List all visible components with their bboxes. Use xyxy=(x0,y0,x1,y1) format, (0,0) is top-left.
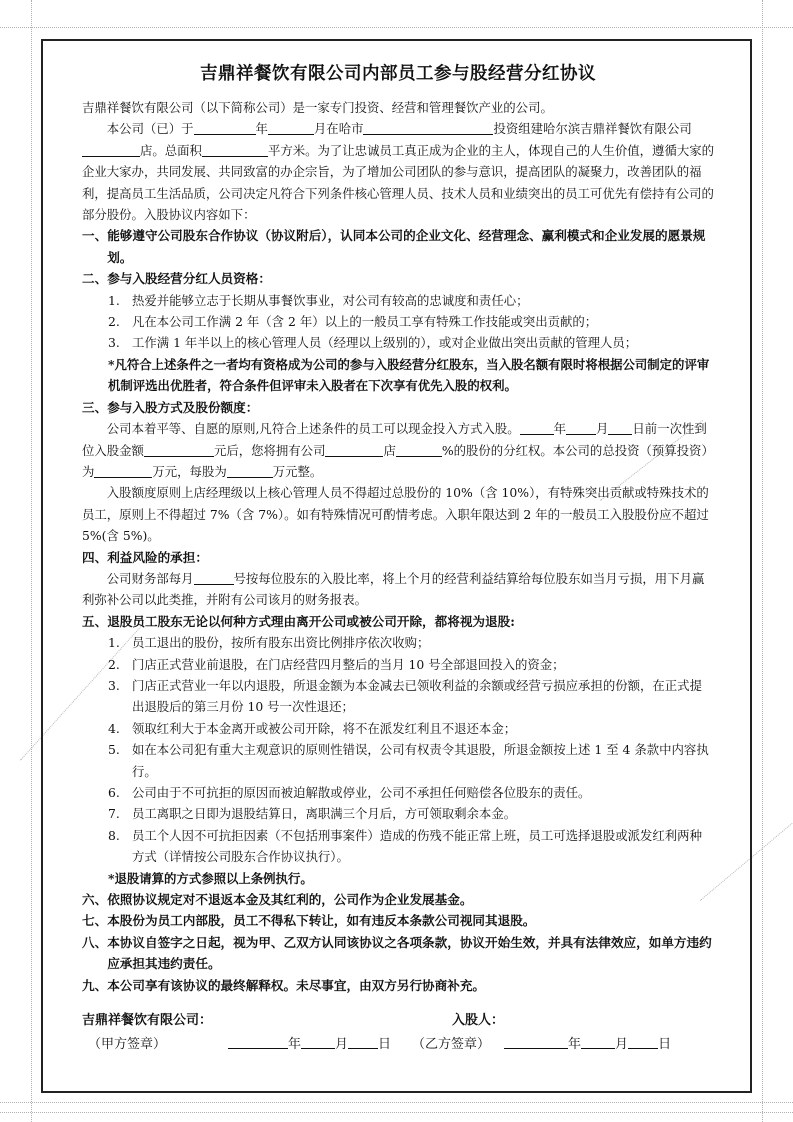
section-7: 七、本股份为员工内部股，员工不得私下转让，如有违反本条款公司视同其退股。 xyxy=(82,913,536,929)
list-item: 6. 公司由于不可抗拒的原因而被迫解散或停业，公司不承担任何赔偿各位股东的责任。 xyxy=(108,785,591,800)
dotted-guide xyxy=(762,0,763,1122)
blank-field[interactable] xyxy=(227,463,273,478)
list-item: 2. 门店正式营业前退股，在门店经营四月整后的当月 10 号全部退回投入的资金； xyxy=(108,656,565,672)
date-month-field[interactable] xyxy=(301,1034,335,1049)
para-establishment: 本公司（已）于 年 月在哈市 投资组建哈尔滨吉鼎祥餐饮有限公司店。总面积 平方米。为了让忠诚员工真正成为企业的主人，体现自己的人生价值，遵循大家的企业大家办，共同发展、共同致富的办企宗旨，为了增加公司团队的参与意识，提高团队的凝聚力，改善团队的福利，提高员工生活品质，公司决定凡符合下列条件核心管理人员、技术人员和业绩突出的员工可优先有偿持有公司的部分股份。入股协议内容如下： xyxy=(82,121,715,223)
blank-field[interactable] xyxy=(363,120,493,135)
month-label: 月 xyxy=(335,1037,349,1052)
blank-field[interactable] xyxy=(608,420,632,435)
signature-block xyxy=(82,1010,714,1056)
list-item: 1. 热爱并能够立志于长期从事餐饮事业，对公司有较高的忠诚度和责任心； xyxy=(108,292,529,308)
day-label: 日 xyxy=(378,1037,392,1052)
blank-field[interactable] xyxy=(82,142,140,157)
day-label: 日 xyxy=(658,1037,672,1052)
blank-field[interactable] xyxy=(520,420,554,435)
section-2-heading: 二、参与入股经营分红人员资格： xyxy=(82,271,271,287)
list-item: 5. 如在本公司犯有重大主观意识的原则性错误，公司有权责令其退股，所退金额按上述 1 至 4 条款中内容执行。 xyxy=(108,742,709,779)
party-b-label: 入股人： xyxy=(452,1013,505,1028)
blank-field[interactable] xyxy=(268,120,314,135)
list-item: 3. 工作满 1 年半以上的核心管理人员（经理以上级别的），或对企业做出突出贡献的管理人员； xyxy=(108,335,638,351)
intro-paragraph: 吉鼎祥餐饮有限公司（以下简称公司）是一家专门投资、经营和管理餐饮产业的公司。 xyxy=(82,100,553,115)
blank-field[interactable] xyxy=(94,463,152,478)
date-day-field[interactable] xyxy=(628,1034,658,1049)
section-9: 九、本公司享有该协议的最终解释权。未尽事宜，由双方另行协商补充。 xyxy=(82,977,485,993)
date-year-field[interactable] xyxy=(228,1034,288,1049)
party-b-seal-label: （乙方签章） xyxy=(412,1037,491,1052)
blank-field[interactable] xyxy=(566,420,596,435)
party-a-label: 吉鼎祥餐饮有限公司： xyxy=(82,1013,213,1028)
month-label: 月 xyxy=(615,1037,629,1052)
blank-field[interactable] xyxy=(202,142,268,157)
list-item: 2. 凡在本公司工作满 2 年（含 2 年）以上的一般员工享有特殊工作技能或突出贡献的； xyxy=(108,314,598,330)
blank-field[interactable] xyxy=(325,442,383,457)
date-month-field[interactable] xyxy=(581,1034,615,1049)
dotted-guide xyxy=(0,1102,793,1103)
party-a-seal-label: （甲方签章） xyxy=(88,1037,167,1052)
section-6: 六、依照协议规定对不退返本金及其红利的，公司作为企业发展基金。 xyxy=(82,892,473,908)
section-5-note: *退股请算的方式参照以上条例执行。 xyxy=(108,870,313,886)
section-3-para-1: 公司本着平等、自愿的原则,凡符合上述条件的员工可以现金投入方式入股。 年 月 日前一次性到位入股金额 元后，您将拥有公司 店 %的股份的分红权。本公司的总投资（预算投资）为 万元，每股为 万元整。 xyxy=(82,421,714,479)
list-item: 7. 员工离职之日即为退股结算日，离职满三个月后，方可领取剩余本金。 xyxy=(108,806,517,822)
blank-field[interactable] xyxy=(194,120,256,135)
section-3-para-2: 入股额度原则上店经理级以上核心管理人员不得超过总股份的 10%（含 10%），有特殊突出贡献或特殊技术的员工，原则上不得超过 7%（含 7%）。如有特殊情况可酌情考虑。入职年限达到 2 年的一般员工入股股份应不超过 5%(含 5%)。 xyxy=(82,485,709,544)
list-item: 4. 领取红利大于本金离开或被公司开除，将不在派发红利且不退还本金； xyxy=(108,720,517,736)
blank-field[interactable] xyxy=(194,570,234,585)
list-item: 1. 员工退出的股份，按所有股东出资比例排序依次收购； xyxy=(108,635,430,651)
section-8: 八、本协议自签字之日起，视为甲、乙双方认同该协议之各项条款，协议开始生效，并具有法律效应，如单方违约应承担其违约责任。 xyxy=(82,934,712,972)
blank-field[interactable] xyxy=(396,442,442,457)
dotted-guide xyxy=(0,1112,793,1113)
section-4-heading: 四、利益风险的承担： xyxy=(82,549,208,565)
date-year-field[interactable] xyxy=(504,1034,568,1049)
blank-field[interactable] xyxy=(144,442,214,457)
year-label: 年 xyxy=(568,1037,582,1052)
section-5-heading: 五、退股员工股东无论以何种方式理由离开公司或被公司开除，都将视为退股: xyxy=(82,613,515,629)
section-3-heading: 三、参与入股方式及股份额度： xyxy=(82,399,259,415)
section-4-para: 公司财务部每月 号按每位股东的入股比率，将上个月的经营利益结算给每位股东如当月亏损，用下月赢利弥补公司以此类推，并附有公司该月的财务报表。 xyxy=(82,570,705,608)
year-label: 年 xyxy=(288,1037,302,1052)
section-2-note: *凡符合上述条件之一者均有资格成为公司的参与入股经营分红股东，当入股名额有限时将根据公司制定的评审机制评选出优胜者，符合条件但评审未入股者在下次享有优先入股的权利。 xyxy=(108,356,710,394)
list-item: 8. 员工个人因不可抗拒因素（不包括刑事案件）造成的伤残不能正常上班，员工可选择退股或派发红利两种方式（详情按公司股东合作协议执行）。 xyxy=(108,827,702,865)
list-item: 3. 门店正式营业一年以内退股，所退金额为本金减去已领收利益的余额或经营亏损应承担的份额，在正式提出退股后的第三月份 10 号一次性退还； xyxy=(108,677,702,715)
section-1: 一、能够遵守公司股东合作协议（协议附后），认同本公司的企业文化、经营理念、赢利模式和企业发展的愿景规划。 xyxy=(82,228,706,265)
page-title: 吉鼎祥餐饮有限公司内部员工参与股经营分红协议 xyxy=(200,64,596,84)
document-body xyxy=(82,58,714,996)
dotted-guide xyxy=(0,27,793,28)
dotted-guide xyxy=(31,0,32,1122)
date-day-field[interactable] xyxy=(348,1034,378,1049)
